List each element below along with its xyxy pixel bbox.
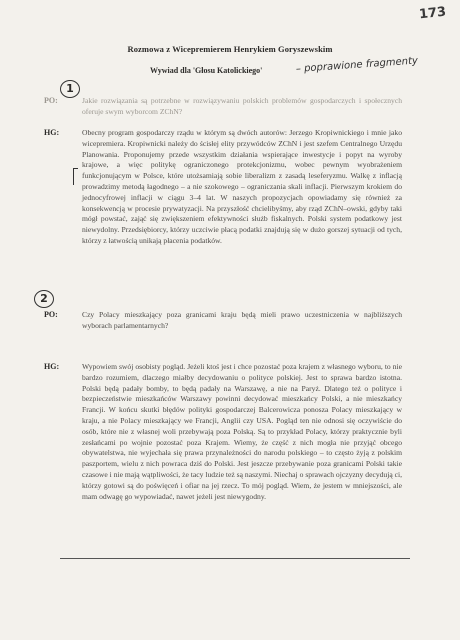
question-1: Jakie rozwiązania są potrzebne w rozwiązywaniu polskich problemów gospodarczych i społecznych oferuje swym wyborcom ZChN?	[82, 96, 402, 116]
document-subtitle: Wywiad dla 'Głosu Katolickiego'	[150, 66, 263, 75]
speaker-label-4: HG:	[44, 362, 60, 371]
document-title: Rozmowa z Wicepremierem Henrykiem Goryszewskim	[127, 44, 333, 54]
speaker-label-2: HG:	[44, 128, 60, 137]
divider-line	[60, 558, 410, 559]
answer-1: Obecny program gospodarczy rządu w którym są dwóch autorów: Jerzego Kropiwnickiego i mnie jako wicepremiera. Kropiwnicki należy do ścisłej elity przywódców ZChN i jest szefem Centralnego Urzędu Planowania. Proponujemy przede wszystkim działania wspierające inwestycje i popyt na wyroby krajowe, a więc politykę ograniczonego protekcjonizmu, wobec pewnym wyobrażeniem funkcjonującym w Polsce, które utożsamiają sobie liberalizm z zasadą leseferyzmu. Walkę z inflacją prowadzimy metodą łagodnego – a nie szokowego – ograniczania skali inflacji. Pierwszym krokiem do jednocyfrowej inflacji w ciągu 3–4 lat. W naszych propozycjach opowiadamy się również za konsekwencją w procesie prywatyzacji. Na przyszłość chcielibyśmy, aby rząd ZChN–owski, gdyby taki mógł powstać, zająć się zwiększeniem efektywności służb fiskalnych. Polski system podatkowy jest niewydolny. Przedsiębiorcy, którzy uczciwie płacą podatki znajdują się w dużo gorszej sytuacji od tych, którzy z łatwością unikają płacenia podatków.	[82, 128, 402, 245]
marker-one: 1	[60, 80, 80, 98]
answer-2: Wypowiem swój osobisty pogląd. Jeżeli ktoś jest i chce pozostać poza krajem z własnego wyboru, to nie bardzo rozumiem, dlaczego miałby decydowaniu o polityce polskiej. Jest to sprawa bardzo istotna. Polski będą padały bomby, to będą padały na Warszawę, a nie na Paryż. Dlatego też o polityce i bezpieczeństwie mieszkańców Warszawy powinni decydować mieszkańcy Polski, a nie mieszkańcy Francji. W końcu skutki błędów polityki gospodarczej Balcerowicza ponosza Polacy mieszkający w kraju, a nie Polacy mieszkający we Francji, Anglii czy USA. Pogląd ten nie odnosi się oczywiście do osób, które nie z własnej woli przebywają poza Polską. Są to przykład Polacy, którzy praktycznie byli zesłańcami po wojnie pozostać poza Krajem. Wiemy, że część z nich mogła nie przyjąć obcego obywatelstwa, nie wyjechała się prawa przynależności do narodu polskiego – to często żyją z polskim paszportem, wielu z nich powraca dziś do Polski. Jest jeszcze przebywanie poza granicami Polski takie czasowe i nie mają wątpliwości, że tacy ludzie też są naszymi. Niechaj o sprawach ojczyzny decydują ci, którzy gotowi są do poświęceń i ofiar na jej rzecz. To mój pogląd. Wiem, że jestem w mniejszości, ale mam odwagę go wypowiadać, nawet jeżeli jest niewygodny.	[82, 362, 402, 501]
marker-two: 2	[34, 290, 54, 308]
question-2: Czy Polacy mieszkający poza granicami kraju będą mieli prawo uczestniczenia w najbliższych wyborach parlamentarnych?	[82, 310, 402, 330]
page-number: 173	[418, 4, 447, 23]
speaker-label-1: PO:	[44, 96, 58, 105]
margin-bracket-mark	[73, 168, 78, 185]
speaker-label-3: PO:	[44, 310, 58, 319]
handwritten-note: – poprawione fragmenty	[295, 55, 419, 75]
